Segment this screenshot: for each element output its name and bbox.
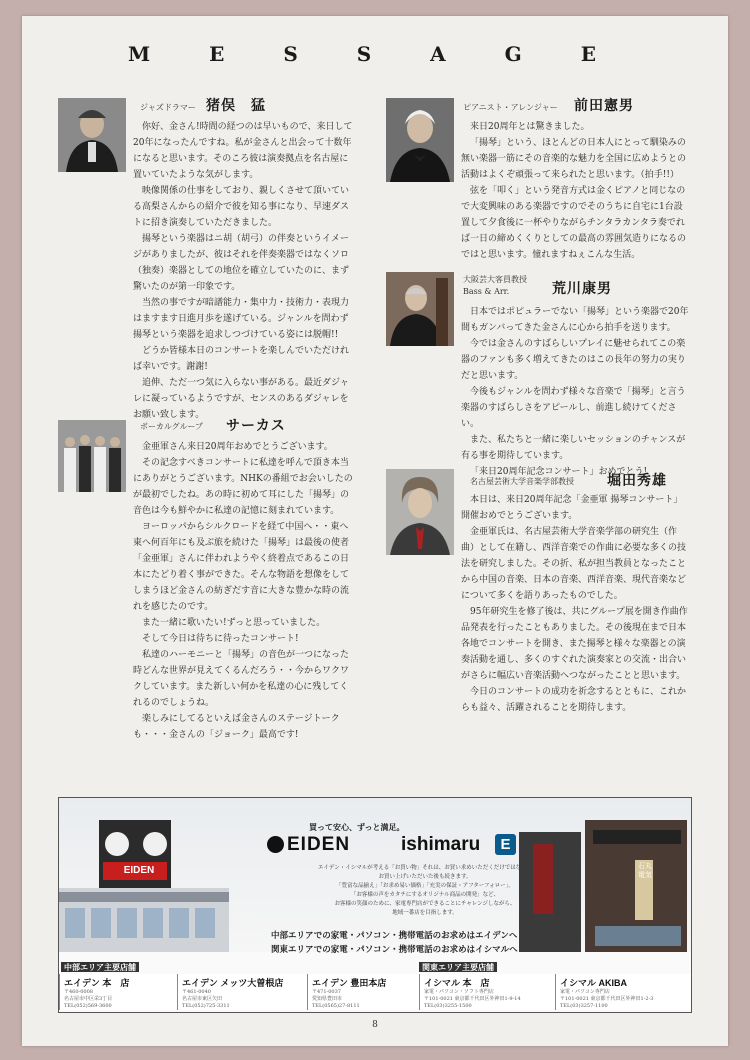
ishimaru-logo: ishimaru [401, 834, 481, 855]
message-body-inomata [133, 119, 353, 423]
role-arakawa: 大阪芸大客員教授 [463, 275, 527, 284]
name-maeda: 前田憲男 [574, 98, 634, 114]
eiden-building-sign: EIDEN [123, 865, 155, 876]
ishimaru-building-sign: 石丸電気 [638, 862, 652, 879]
ad-description [309, 864, 541, 918]
ad-description-line: 「お客様の声をカタチにするオリジナル商品の開発」など、 [350, 892, 500, 898]
paragraph: 「揚琴」という、ほとんどの日本人にとって馴染みの無い楽器一筋にその音楽的な魅力を全国に広めようとの活動はよくぞ頑張って来られたと思います。（拍手!!） [461, 138, 687, 180]
paragraph: どうか皆様本日のコンサートを楽しんでいただければ幸いです。謝謝! [133, 346, 350, 372]
store-eiden-main[interactable] [59, 974, 177, 1010]
name-circus: サーカス [226, 418, 286, 434]
paragraph: 楽しみにしてるといえば金さんのステージトークも・・・金さんの「ジョーク」最高です! [133, 714, 340, 740]
paragraph: 揚琴という楽器はニ胡（胡弓）の伴奏というイメージがありましたが、彼はそれを伴奏楽器ではなくソロ（独奏）楽器としての地位を確立していたのに、まず驚いたのが第一印象です。 [133, 234, 350, 292]
portrait-photo-hotta [386, 469, 454, 555]
paragraph: 今では金さんのすばらしいプレイに魅せられてこの楽器のファンも多く増えてきたのはこの長年の努力の実りだと思います。 [461, 339, 686, 381]
store-category: 家電・パソコン専門店 [560, 989, 610, 995]
store-ishimaru-akiba[interactable] [555, 974, 691, 1010]
paragraph: そして今日は待ちに待ったコンサート! [142, 634, 299, 644]
store-name: イシマル AKIBA [560, 978, 627, 988]
role-circus: ボーカルグループ [140, 422, 204, 431]
ad-description-line: 「豊富な品揃え」「お求め易い価格」「充実の保証・アフターフォロー」。 [336, 883, 514, 889]
store-address: 愛知県豊田市 [312, 996, 343, 1002]
paragraph: 金亜軍さん来日20周年おめでとうございます。 [142, 442, 333, 452]
paragraph: 你好、金さん!時間の経つのは早いもので、来日して20年になったんですね。私が金さんと出会って十数年になると思います。そのころ彼は演奏拠点を名古屋に置いていたような気がします。 [133, 122, 353, 180]
ad-description-line: 地域一番店を目指します。 [392, 910, 458, 916]
ad-description-line: お買い上げいただいた後も続きます。 [378, 874, 472, 880]
portrait-photo-maeda [386, 98, 454, 182]
name-hotta: 堀田秀雄 [607, 473, 667, 489]
portrait-photo-inomata [58, 98, 126, 172]
paragraph: 「来日20周年記念コンサート」おめでとう! [470, 467, 648, 477]
eiden-building-illustration [59, 818, 229, 952]
store-name: イシマル 本 店 [424, 978, 490, 988]
store-name: エイデン メッツ大曽根店 [182, 978, 284, 988]
store-postal: 〒461-0040 [182, 989, 211, 995]
paragraph: ヨーロッパからシルクロードを経て中国へ・・東へ東へ何百年にも及ぶ旅を続けた「揚琴」は最後の使者「金亜軍」さんに伴われようやく終着点であるこの日本にたどり着く事ができた。そんな物語を想像をしてしまうほど金さんの紡ぎだす音に大きな豊かな時の流れを感じたのです。 [133, 522, 350, 612]
paragraph: また一緒に歌いたい!ずっと思っていました。 [142, 618, 326, 628]
role-hotta: 名古屋芸術大学音楽学部教授 [470, 477, 574, 486]
store-tel: TEL(0565)27-8111 [312, 1003, 360, 1009]
paragraph: 日本ではポピュラーでない「揚琴」という楽器で20年間もガンバってきた金さんに心から拍手を送ります。 [461, 307, 689, 333]
group-photo-circus [58, 420, 126, 492]
portrait-photo-arakawa [386, 272, 454, 346]
ad-tagline: 買って安心、ずっと満足。 [309, 822, 405, 832]
page [22, 16, 728, 1046]
message-body-maeda [461, 119, 689, 263]
store-tel: TEL(03)3255-1500 [424, 1003, 472, 1009]
area-label-chubu: 中部エリア主要店舗 [61, 962, 139, 972]
ishimaru-logo-icon: E [495, 834, 516, 855]
page-title: M E S S A G E [128, 42, 622, 66]
eiden-logo-icon [267, 836, 284, 853]
store-category: 家電・パソコン・ソフト専門店 [424, 989, 494, 995]
paragraph: その記念すべきコンサートに私達を呼んで頂き本当にありがとうございます。NHKの番組でお会いしたのが最初でしたね。あの時に初めて耳にした「揚琴」の音色は今も鮮やかに私達の記憶に刻まれています。 [133, 458, 353, 516]
ad-description-line: お客様の笑顔のために、家電専門店ができることにチャレンジしながら、 [334, 901, 516, 907]
role-inomata: ジャズドラマー [140, 103, 196, 112]
store-address: 名古屋市東区矢田 [182, 996, 223, 1002]
paragraph: 私達のハーモニーと「揚琴」の音色が一つになった時どんな世界が見えてくるんだろう・・今からワクワクしています。また新しい何かを私達の心に残してくれるのでしょうね。 [133, 650, 350, 708]
store-name: エイデン 豊田本店 [312, 978, 387, 988]
name-arakawa: 荒川康男 [552, 281, 612, 297]
paragraph: 当然の事ですが暗譜能力・集中力・技術力・表現力はますます日進月歩を遂げている。ジャンルを問わず揚琴という楽器を追求しつづけている姿には脱帽!! [133, 298, 350, 340]
message-body-circus [133, 439, 353, 743]
paragraph: 弦を「叩く」という発音方式は金くピアノと同じなので大変興味のある楽器ですのでそのうちに自宅に1台設置して夕食後に一杯やりながらチンタラカンタラ奏でれば一日の締めくくりとしての最高の雰囲気造りになるのではと思います。憧れますねぇこんな生活。 [461, 186, 687, 260]
paragraph: 今後もジャンルを問わず様々な音楽で「揚琴」と言う楽器のすばらしさをアピールし、前進し続けてください。 [461, 387, 686, 429]
store-tel: TEL(052)725-3311 [182, 1003, 230, 1009]
paragraph: また、私たちと一緒に楽しいセッションのチャンスが有る事を期待しています。 [461, 435, 686, 461]
ad-slogan-kanto: 関東エリアでの家電・パソコン・携帯電話のお求めはイシマルへ [271, 945, 518, 955]
name-inomata: 猪俣 猛 [206, 98, 266, 114]
store-tel: TEL(052)569-3600 [64, 1003, 112, 1009]
paragraph: 今日のコンサートの成功を祈念するとともに、これからも益々、活躍されることを期待します。 [461, 687, 687, 713]
store-tel: TEL(03)3257-1100 [560, 1003, 608, 1009]
store-address: 〒101-0021 東京都千代田区外神田1-9-14 [424, 996, 521, 1002]
ishimaru-building-illustration [515, 820, 691, 952]
paragraph: 映像関係の仕事をしており、親しくさせて頂いている高梨さんからの紹介で彼を知る事になり、早速ダストに招き演奏していただきました。 [133, 186, 350, 228]
eiden-logo: EIDEN [287, 834, 351, 855]
role-maeda: ピアニスト・アレンジャー [463, 103, 558, 112]
message-body-hotta [461, 492, 689, 716]
store-postal: 〒460-0008 [64, 989, 93, 995]
advertisement-banner[interactable] [58, 797, 692, 1013]
paragraph: 本日は、来日20周年記念「金亜軍 揚琴コンサート」開催おめでとうございます。 [461, 495, 683, 521]
store-postal: 〒471-0037 [312, 989, 341, 995]
paragraph: 金亜軍氏は、名古屋芸術大学音楽学部の研究生（作曲）として在籍し、西洋音楽での作曲に必要な多くの技法を研究しました。その折、私が担当教員となったことから中国の音楽、日本の音楽、西洋音楽、現代音楽などについて多くを語りあったものでした。 [461, 527, 687, 601]
message-body-arakawa [461, 304, 689, 480]
store-eiden-ozone[interactable] [177, 974, 307, 1010]
store-name: エイデン 本 店 [64, 978, 130, 988]
role-arakawa-2: Bass & Arr. [463, 287, 510, 296]
store-address: 〒101-0021 東京都千代田区外神田1-2-3 [560, 996, 654, 1002]
store-address: 名古屋市中区栄3丁目 [64, 996, 113, 1002]
ad-description-line: エイデン・イシマルが考える「お買い物」それは、お買い求めいただくだけではなく、 [317, 865, 533, 871]
page-number: 8 [372, 1020, 378, 1030]
ad-slogan-chubu: 中部エリアでの家電・パソコン・携帯電話のお求めはエイデンへ [271, 931, 518, 941]
paragraph: 95年研究生を修了後は、共にグループ展を開き作曲作品発表を行ったこともありました。その後現在まで日本各地でコンサートを開き、また揚琴と様々な楽器との演奏活動を通し、多くのすぐれた演奏家との交流・出合いがさらに幅広い音楽活動へつながったことと思います。 [461, 607, 688, 681]
store-eiden-toyota[interactable] [307, 974, 419, 1010]
paragraph: 来日20周年とは驚きました。 [470, 122, 590, 132]
paragraph: 追伸、ただ一つ気に入らない事がある。最近ダジャレに凝っているようですが、センスのあるダジャレをお願い致します。 [133, 378, 349, 420]
area-label-kanto: 関東エリア主要店舗 [419, 962, 497, 972]
store-ishimaru-main[interactable] [419, 974, 555, 1010]
